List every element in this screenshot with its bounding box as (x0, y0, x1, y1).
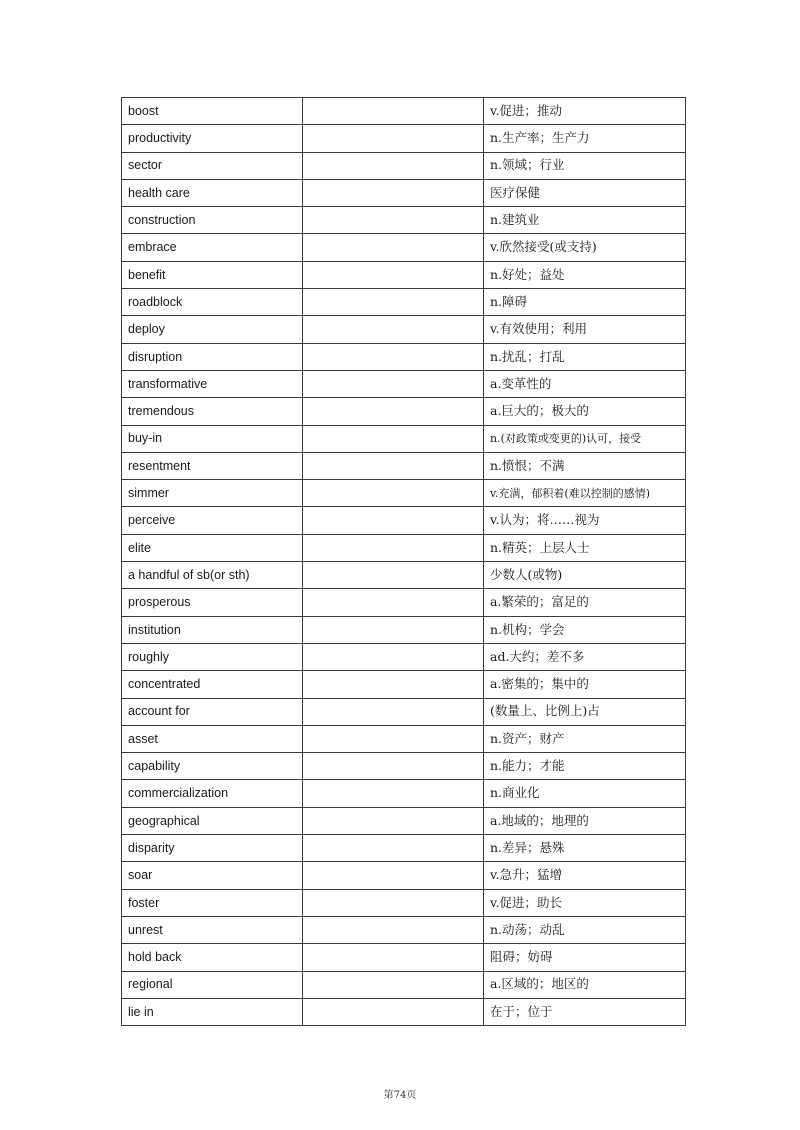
meaning-cell: n.动荡；动乱 (484, 916, 686, 943)
blank-cell (303, 589, 484, 616)
meaning-cell: a.巨大的；极大的 (484, 398, 686, 425)
table-row (122, 425, 686, 452)
table-row (122, 452, 686, 479)
meaning-cell: a.变革性的 (484, 370, 686, 397)
meaning-cell: v.促进；助长 (484, 889, 686, 916)
blank-cell (303, 889, 484, 916)
word-cell: hold back (122, 944, 303, 971)
blank-cell (303, 698, 484, 725)
blank-cell (303, 152, 484, 179)
blank-cell (303, 780, 484, 807)
word-cell: foster (122, 889, 303, 916)
table-row (122, 562, 686, 589)
blank-cell (303, 643, 484, 670)
meaning-cell: a.密集的；集中的 (484, 671, 686, 698)
word-cell: unrest (122, 916, 303, 943)
meaning-cell: (数量上、比例上)占 (484, 698, 686, 725)
table-row (122, 589, 686, 616)
word-cell: institution (122, 616, 303, 643)
word-cell: productivity (122, 125, 303, 152)
table-row (122, 534, 686, 561)
word-cell: perceive (122, 507, 303, 534)
blank-cell (303, 370, 484, 397)
blank-cell (303, 998, 484, 1025)
blank-cell (303, 125, 484, 152)
table-row (122, 753, 686, 780)
word-cell: simmer (122, 480, 303, 507)
vocabulary-table-body (122, 98, 686, 1026)
table-row (122, 889, 686, 916)
table-row (122, 643, 686, 670)
meaning-cell: v.欣然接受(或支持) (484, 234, 686, 261)
blank-cell (303, 835, 484, 862)
table-row (122, 944, 686, 971)
meaning-cell: v.促进；推动 (484, 98, 686, 125)
blank-cell (303, 316, 484, 343)
table-row (122, 807, 686, 834)
meaning-cell: n.差异；悬殊 (484, 835, 686, 862)
meaning-cell: 在于；位于 (484, 998, 686, 1025)
meaning-cell: 医疗保健 (484, 179, 686, 206)
blank-cell (303, 753, 484, 780)
meaning-cell: v.充满，郁积着(难以控制的感情) (484, 480, 686, 507)
table-row (122, 971, 686, 998)
table-row (122, 998, 686, 1025)
meaning-cell: a.地域的；地理的 (484, 807, 686, 834)
table-row (122, 398, 686, 425)
table-row (122, 207, 686, 234)
word-cell: commercialization (122, 780, 303, 807)
meaning-cell: v.急升；猛增 (484, 862, 686, 889)
table-row (122, 98, 686, 125)
table-row (122, 152, 686, 179)
word-cell: deploy (122, 316, 303, 343)
blank-cell (303, 179, 484, 206)
meaning-cell: n.生产率；生产力 (484, 125, 686, 152)
meaning-cell: a.区域的；地区的 (484, 971, 686, 998)
blank-cell (303, 343, 484, 370)
word-cell: sector (122, 152, 303, 179)
meaning-cell: v.认为；将……视为 (484, 507, 686, 534)
blank-cell (303, 207, 484, 234)
word-cell: soar (122, 862, 303, 889)
meaning-cell: n.资产；财产 (484, 725, 686, 752)
blank-cell (303, 862, 484, 889)
word-cell: roadblock (122, 289, 303, 316)
meaning-cell: n.能力；才能 (484, 753, 686, 780)
word-cell: account for (122, 698, 303, 725)
blank-cell (303, 452, 484, 479)
table-row (122, 179, 686, 206)
table-row (122, 916, 686, 943)
meaning-cell: v.有效使用；利用 (484, 316, 686, 343)
blank-cell (303, 807, 484, 834)
word-cell: prosperous (122, 589, 303, 616)
vocabulary-table (121, 97, 686, 1026)
blank-cell (303, 425, 484, 452)
meaning-cell: n.好处；益处 (484, 261, 686, 288)
table-row (122, 289, 686, 316)
table-row (122, 780, 686, 807)
word-cell: tremendous (122, 398, 303, 425)
blank-cell (303, 944, 484, 971)
table-row (122, 343, 686, 370)
meaning-cell: n.障碍 (484, 289, 686, 316)
meaning-cell: 少数人(或物) (484, 562, 686, 589)
table-row (122, 261, 686, 288)
table-row (122, 370, 686, 397)
table-row (122, 480, 686, 507)
blank-cell (303, 480, 484, 507)
word-cell: capability (122, 753, 303, 780)
word-cell: disparity (122, 835, 303, 862)
word-cell: roughly (122, 643, 303, 670)
blank-cell (303, 916, 484, 943)
blank-cell (303, 671, 484, 698)
word-cell: transformative (122, 370, 303, 397)
word-cell: elite (122, 534, 303, 561)
meaning-cell: n.愤恨；不满 (484, 452, 686, 479)
meaning-cell: a.繁荣的；富足的 (484, 589, 686, 616)
page-number: 第74页 (383, 1090, 417, 1101)
blank-cell (303, 562, 484, 589)
table-row (122, 125, 686, 152)
table-row (122, 507, 686, 534)
word-cell: health care (122, 179, 303, 206)
blank-cell (303, 616, 484, 643)
word-cell: construction (122, 207, 303, 234)
word-cell: benefit (122, 261, 303, 288)
table-row (122, 671, 686, 698)
word-cell: a handful of sb(or sth) (122, 562, 303, 589)
word-cell: buy-in (122, 425, 303, 452)
word-cell: disruption (122, 343, 303, 370)
blank-cell (303, 261, 484, 288)
word-cell: concentrated (122, 671, 303, 698)
table-row (122, 234, 686, 261)
table-row (122, 698, 686, 725)
meaning-cell: n.扰乱；打乱 (484, 343, 686, 370)
blank-cell (303, 507, 484, 534)
word-cell: boost (122, 98, 303, 125)
word-cell: regional (122, 971, 303, 998)
word-cell: resentment (122, 452, 303, 479)
meaning-cell: 阻碍；妨碍 (484, 944, 686, 971)
blank-cell (303, 971, 484, 998)
blank-cell (303, 98, 484, 125)
meaning-cell: n.精英；上层人士 (484, 534, 686, 561)
blank-cell (303, 398, 484, 425)
table-row (122, 616, 686, 643)
meaning-cell: n.建筑业 (484, 207, 686, 234)
blank-cell (303, 534, 484, 561)
meaning-cell: n.机构；学会 (484, 616, 686, 643)
table-row (122, 862, 686, 889)
blank-cell (303, 725, 484, 752)
table-row (122, 316, 686, 343)
blank-cell (303, 289, 484, 316)
meaning-cell: ad.大约；差不多 (484, 643, 686, 670)
word-cell: geographical (122, 807, 303, 834)
meaning-cell: n.商业化 (484, 780, 686, 807)
blank-cell (303, 234, 484, 261)
word-cell: asset (122, 725, 303, 752)
word-cell: embrace (122, 234, 303, 261)
table-row (122, 725, 686, 752)
meaning-cell: n.(对政策或变更的)认可，接受 (484, 425, 686, 452)
meaning-cell: n.领域；行业 (484, 152, 686, 179)
word-cell: lie in (122, 998, 303, 1025)
table-row (122, 835, 686, 862)
